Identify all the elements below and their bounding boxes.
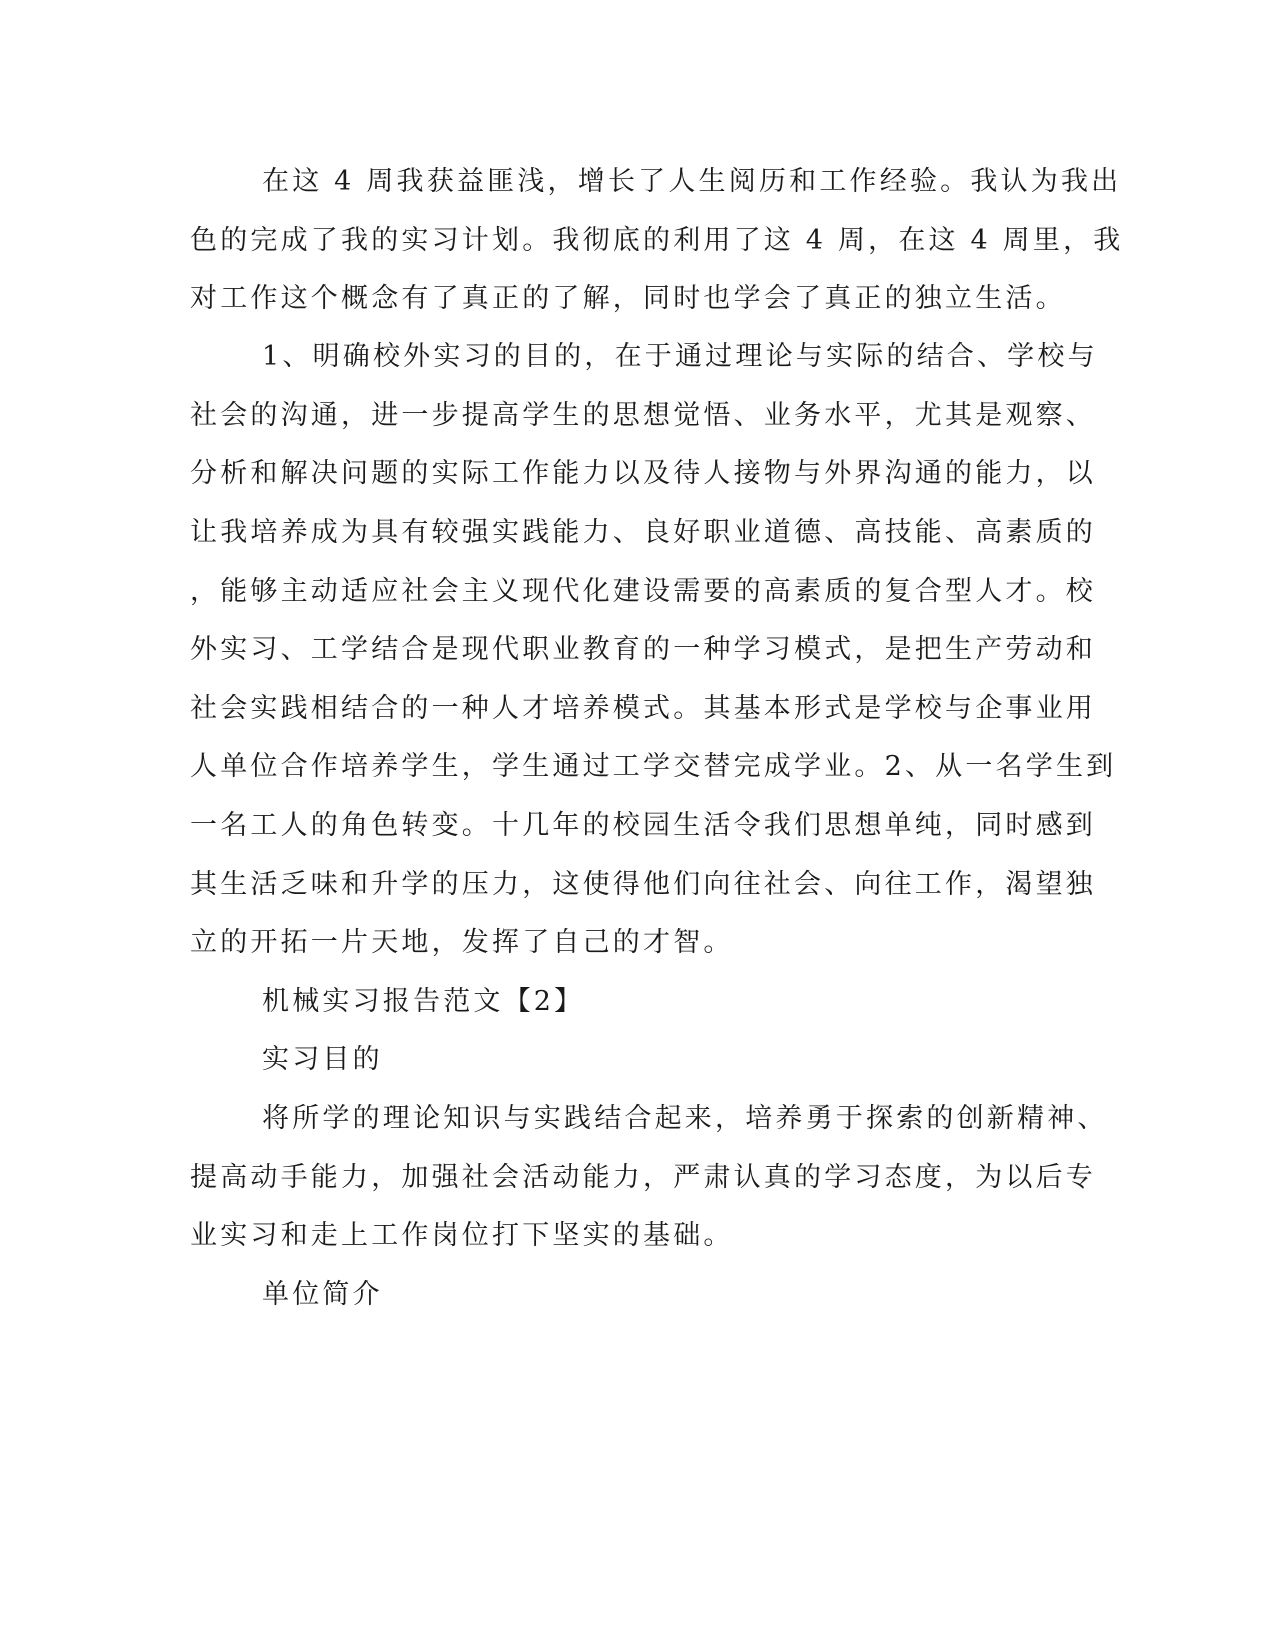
section-title: 机械实习报告范文【2】 <box>262 986 585 1017</box>
paragraph-1-line-3: 对工作这个概念有了真正的了解，同时也学会了真正的独立生活。 <box>190 283 1066 314</box>
paragraph-2-line-4: 让我培养成为具有较强实践能力、良好职业道德、高技能、高素质的 <box>190 517 1096 548</box>
paragraph-2-line-5: ，能够主动适应社会主义现代化建设需要的高素质的复合型人才。校 <box>190 576 1096 607</box>
subheading-unit: 单位简介 <box>262 1279 383 1310</box>
paragraph-2-line-9: 一名工人的角色转变。十几年的校园生活令我们思想单纯，同时感到 <box>190 810 1096 841</box>
paragraph-3-line-1: 将所学的理论知识与实践结合起来，培养勇于探索的创新精神、 <box>262 1103 1108 1134</box>
subheading-purpose: 实习目的 <box>262 1044 383 1075</box>
paragraph-2-line-2: 社会的沟通，进一步提高学生的思想觉悟、业务水平，尤其是观察、 <box>190 400 1096 431</box>
paragraph-2-line-10: 其生活乏味和升学的压力，这使得他们向往社会、向往工作，渴望独 <box>190 869 1096 900</box>
paragraph-3-line-2: 提高动手能力，加强社会活动能力，严肃认真的学习态度，为以后专 <box>190 1162 1096 1193</box>
paragraph-1-line-1: 在这 4 周我获益匪浅，增长了人生阅历和工作经验。我认为我出 <box>262 166 1122 197</box>
paragraph-2-line-6: 外实习、工学结合是现代职业教育的一种学习模式，是把生产劳动和 <box>190 634 1096 665</box>
paragraph-2-line-3: 分析和解决问题的实际工作能力以及待人接物与外界沟通的能力，以 <box>190 458 1096 489</box>
paragraph-1-line-2: 色的完成了我的实习计划。我彻底的利用了这 4 周，在这 4 周里，我 <box>190 225 1124 256</box>
paragraph-2-line-8: 人单位合作培养学生，学生通过工学交替完成学业。2、从一名学生到 <box>190 751 1117 782</box>
paragraph-2-line-11: 立的开拓一片天地，发挥了自己的才智。 <box>190 927 734 958</box>
paragraph-2-line-7: 社会实践相结合的一种人才培养模式。其基本形式是学校与企事业用 <box>190 693 1096 724</box>
paragraph-3-line-3: 业实习和走上工作岗位打下坚实的基础。 <box>190 1220 734 1251</box>
paragraph-2-line-1: 1、明确校外实习的目的，在于通过理论与实际的结合、学校与 <box>262 341 1098 372</box>
